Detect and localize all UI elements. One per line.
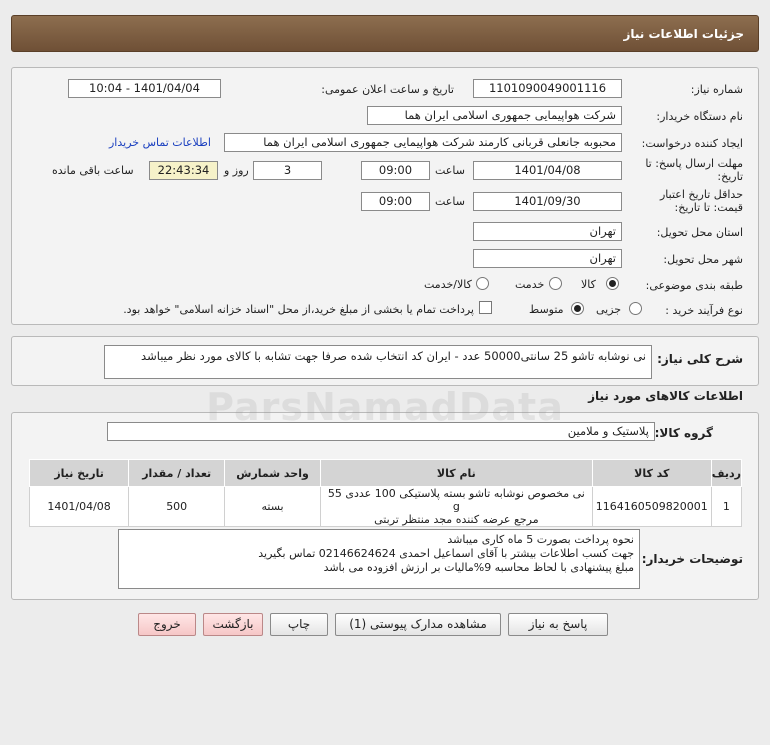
row-unit: بسته — [225, 487, 321, 527]
announce-field: 1401/04/04 - 10:04 — [68, 79, 221, 98]
row-name-line2: مرجع عرضه کننده مجد منتظر تربتی — [374, 513, 539, 526]
need-number-label: شماره نیاز: — [690, 83, 743, 96]
category-radio-goods[interactable] — [606, 277, 619, 290]
notes-label: توضیحات خریدار: — [641, 552, 743, 566]
summary-label: شرح کلی نیاز: — [657, 352, 743, 366]
deadline-time-label: ساعت — [435, 164, 465, 177]
category-label: طبقه بندی موضوعی: — [645, 279, 743, 292]
col-date: تاریخ نیاز — [30, 460, 129, 487]
notes-line-2: جهت کسب اطلاعات بیشتر با آقای اسماعیل احمدی 02146624624 تماس بگیرید — [258, 547, 634, 560]
category-option-goods-service: کالا/خدمت — [424, 278, 472, 291]
page-title: جزئیات اطلاعات نیاز — [623, 27, 744, 41]
notes-field — [118, 529, 640, 589]
process-radio-minor[interactable] — [629, 302, 642, 315]
row-name-line1: نی مخصوص نوشابه تاشو بسته پلاستیکی 100 عددی 55 g — [327, 487, 585, 513]
need-number-field: 1101090049001116 — [473, 79, 622, 98]
goods-section-title: اطلاعات کالاهای مورد نیاز — [588, 389, 743, 403]
buyer-field: شرکت هواپیمایی جمهوری اسلامی ایران هما — [367, 106, 622, 125]
category-option-service: خدمت — [515, 278, 545, 291]
remaining-time-field: 22:43:34 — [149, 161, 218, 180]
col-name: نام کالا — [320, 460, 592, 487]
col-unit: واحد شمارش — [225, 460, 321, 487]
col-index: ردیف — [711, 460, 741, 487]
col-code: کد کالا — [592, 460, 711, 487]
exit-button[interactable]: خروج — [138, 613, 196, 636]
row-name — [320, 487, 592, 527]
back-button[interactable]: بازگشت — [203, 613, 263, 636]
notes-line-3: مبلغ پیشنهادی با لحاظ محاسبه 9%مالیات بر ارزش افزوده می باشد — [323, 561, 634, 574]
process-radio-medium[interactable] — [571, 302, 584, 315]
reply-button[interactable]: پاسخ به نیاز — [508, 613, 608, 636]
treasury-checkbox[interactable] — [479, 301, 492, 314]
goods-group-field: پلاستیک و ملامین — [107, 422, 655, 441]
validity-time-field: 09:00 — [361, 192, 430, 211]
process-option-medium: متوسط — [529, 303, 564, 316]
category-radio-goods-service[interactable] — [476, 277, 489, 290]
attachments-button[interactable]: مشاهده مدارک پیوستی (1) — [335, 613, 501, 636]
validity-label-text: حداقل تاریخ اعتبار قیمت: تا تاریخ: — [659, 188, 743, 214]
category-radio-service[interactable] — [549, 277, 562, 290]
goods-table — [29, 459, 742, 527]
province-label: استان محل تحویل: — [656, 226, 743, 239]
watermark-text: ParsNamadData — [206, 385, 564, 429]
process-label: نوع فرآیند خرید : — [665, 304, 743, 317]
creator-label: ایجاد کننده درخواست: — [641, 137, 743, 150]
days-field: 3 — [253, 161, 322, 180]
city-label: شهر محل تحویل: — [663, 253, 743, 266]
process-option-minor: جزیی — [596, 303, 622, 316]
creator-field: محبوبه جانعلی قربانی کارمند شرکت هواپیمایی جمهوری اسلامی ایران هما — [224, 133, 622, 152]
announce-label: تاریخ و ساعت اعلان عمومی: — [321, 83, 454, 96]
summary-field — [104, 345, 652, 379]
row-index: 1 — [711, 487, 741, 527]
days-label: روز و — [224, 164, 249, 177]
remaining-time-label: ساعت باقی مانده — [52, 164, 134, 177]
summary-text: نی نوشابه تاشو 25 سانتی50000 عدد - ایران کد انتخاب شده صرفا جهت تشابه با کالای مورد نظر میباشد — [141, 349, 646, 363]
province-field: تهران — [473, 222, 622, 241]
print-button[interactable]: چاپ — [270, 613, 328, 636]
validity-label — [629, 188, 743, 214]
page-header — [11, 15, 759, 52]
treasury-note: پرداخت تمام یا بخشی از مبلغ خرید،از محل "اسناد خزانه اسلامی" خواهد بود. — [123, 303, 474, 316]
row-qty: 500 — [129, 487, 225, 527]
buyer-contact-link[interactable]: اطلاعات تماس خریدار — [109, 136, 211, 149]
validity-time-label: ساعت — [435, 195, 465, 208]
category-option-goods: کالا — [581, 278, 596, 291]
city-field: تهران — [473, 249, 622, 268]
goods-table-header — [30, 460, 742, 487]
row-date: 1401/04/08 — [30, 487, 129, 527]
row-code: 1164160509820001 — [592, 487, 711, 527]
buyer-label: نام دستگاه خریدار: — [656, 110, 743, 123]
notes-line-1: نحوه پرداخت بصورت 5 ماه کاری میباشد — [447, 533, 634, 546]
table-row — [30, 487, 742, 527]
col-qty: تعداد / مقدار — [129, 460, 225, 487]
deadline-label-text: مهلت ارسال پاسخ: تا تاریخ: — [645, 157, 743, 183]
deadline-date-field: 1401/04/08 — [473, 161, 622, 180]
deadline-label — [629, 157, 743, 183]
goods-group-label: گروه کالا: — [654, 426, 713, 440]
deadline-time-field: 09:00 — [361, 161, 430, 180]
validity-date-field: 1401/09/30 — [473, 192, 622, 211]
